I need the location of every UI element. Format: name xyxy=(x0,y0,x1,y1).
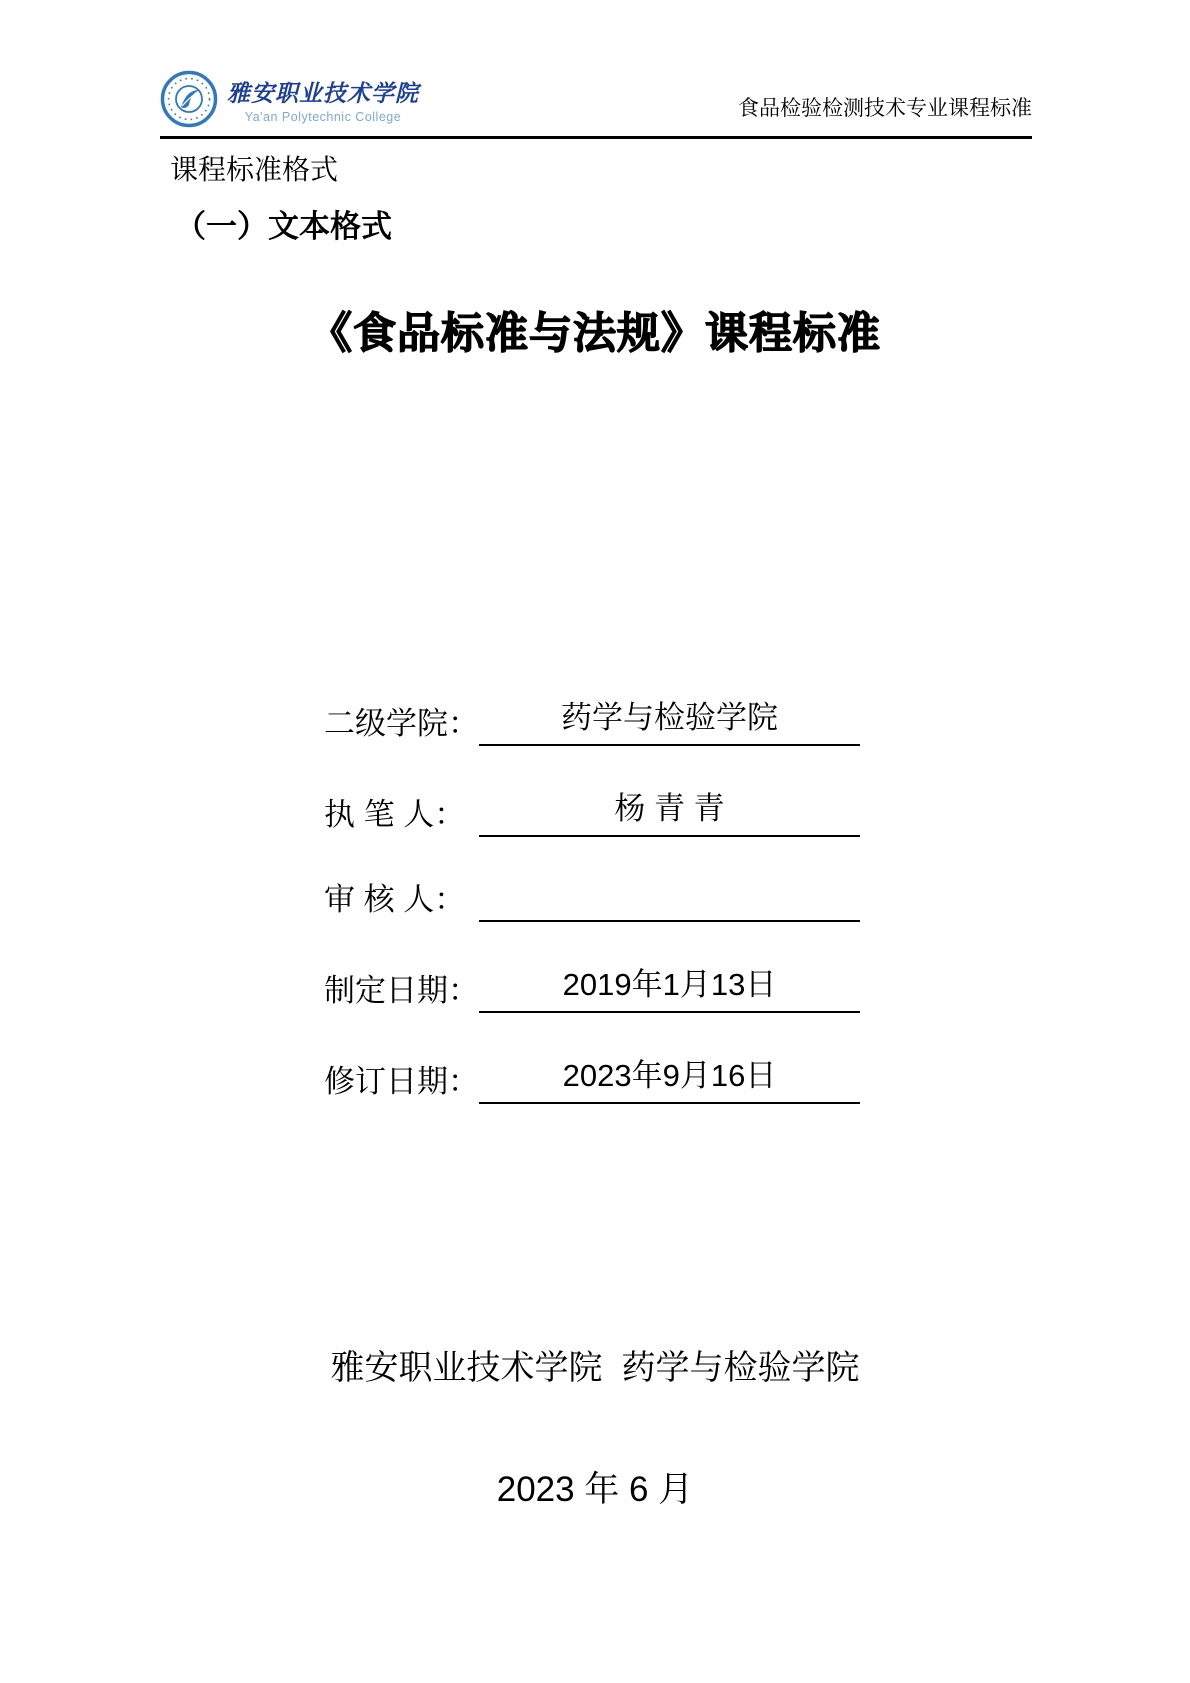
intro-line-format: 课程标准格式 xyxy=(170,154,339,185)
form-value-revise-date: 2023年9月16日 xyxy=(479,1054,860,1104)
form-label-revise-date: 修订日期： xyxy=(324,1064,479,1099)
form-label-author: 执 笔 人： xyxy=(324,797,466,832)
form-label-reviewer: 审 核 人： xyxy=(324,882,466,917)
college-logo-icon xyxy=(160,70,218,128)
form-row-create-date xyxy=(324,963,860,1013)
form-row-revise-date xyxy=(324,1054,860,1104)
form-row-reviewer xyxy=(324,878,860,922)
footer-org-line: 雅安职业技术学院 药学与检验学院 xyxy=(330,1349,860,1387)
document-title: 《食品标准与法规》课程标准 xyxy=(309,310,881,358)
form-row-college xyxy=(324,696,860,746)
college-names xyxy=(227,75,419,124)
form-value-reviewer xyxy=(479,878,860,922)
college-name-en: Ya'an Polytechnic College xyxy=(244,109,402,124)
cover-form xyxy=(324,696,860,1145)
form-label-college: 二级学院： xyxy=(324,706,479,741)
intro-line-text-format: （一）文本格式 xyxy=(175,209,392,244)
college-name-zh: 雅安职业技术学院 xyxy=(227,79,419,107)
college-logo-block xyxy=(160,70,419,128)
form-value-college: 药学与检验学院 xyxy=(479,696,860,746)
header-course-text: 食品检验检测技术专业课程标准 xyxy=(738,97,1032,120)
page-header xyxy=(160,70,1032,139)
footer-date-line: 2023 年 6 月 xyxy=(496,1470,694,1509)
form-value-create-date: 2019年1月13日 xyxy=(479,963,860,1013)
form-label-create-date: 制定日期： xyxy=(324,973,479,1008)
form-row-author xyxy=(324,787,860,837)
form-value-author: 杨 青 青 xyxy=(479,787,860,837)
